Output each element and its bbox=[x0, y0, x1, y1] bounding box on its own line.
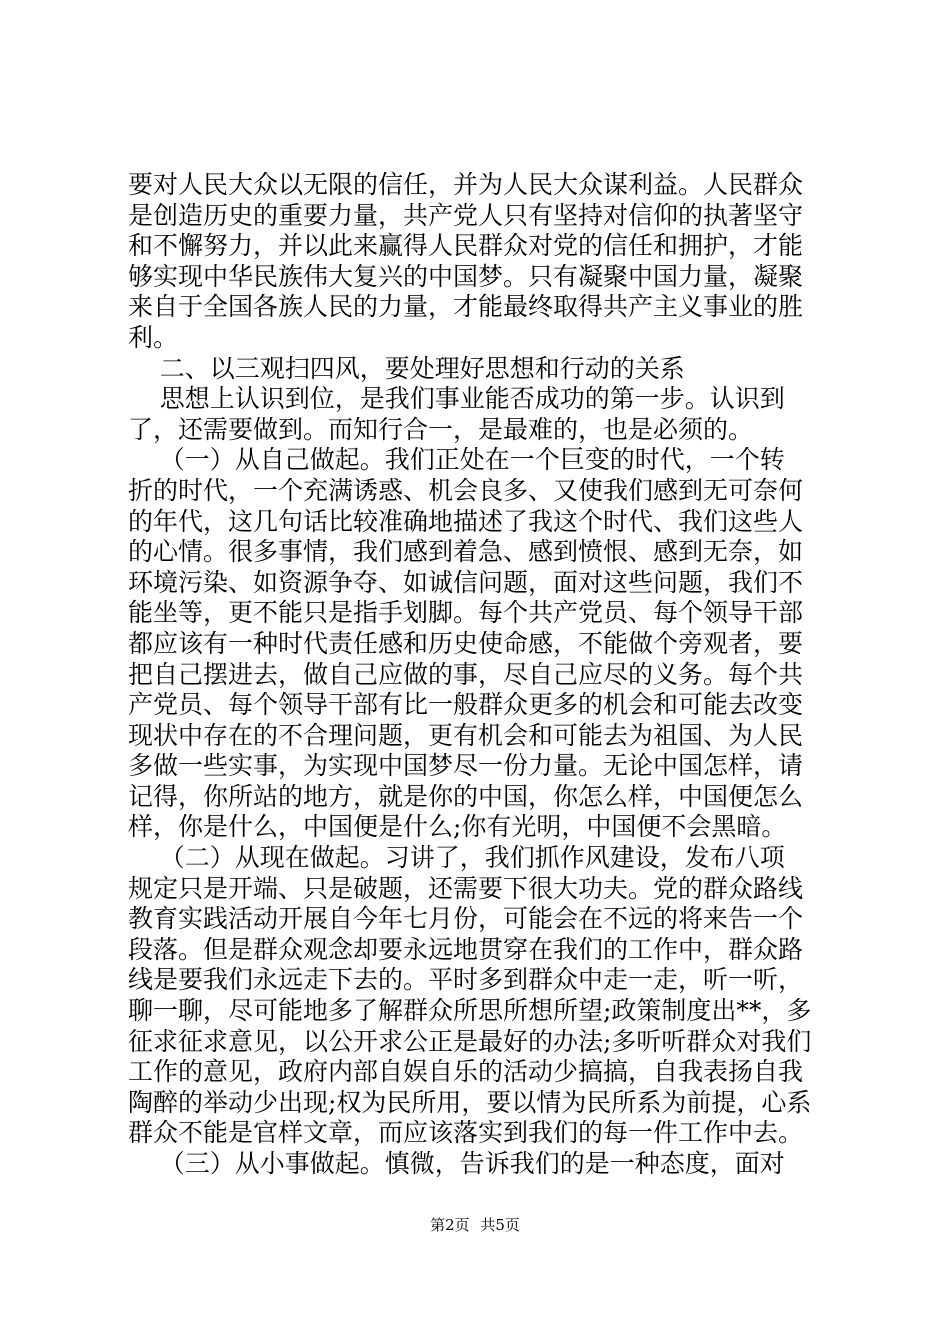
page-number: 第2页 bbox=[430, 1216, 470, 1234]
document-body bbox=[128, 170, 828, 1180]
text-line: 样，你是什么，中国便是什么;你有光明，中国便不会黑暗。 bbox=[128, 812, 787, 842]
text-line: （二）从现在做起。习讲了，我们抓作风建设，发布八项 bbox=[128, 843, 785, 873]
text-line: 产党员、每个领导干部有比一般群众更多的机会和可能去改变 bbox=[128, 690, 804, 720]
text-line: 思想上认识到位，是我们事业能否成功的第一步。认识到 bbox=[128, 384, 785, 414]
text-line: 陶醉的举动少出现;权为民所用，要以情为民所系为前提，心系 bbox=[128, 1087, 812, 1117]
text-line: 来自于全国各族人民的力量，才能最终取得共产主义事业的胜 bbox=[128, 292, 804, 322]
text-line: 群众不能是官样文章，而应该落实到我们的每一件工作中去。 bbox=[128, 1118, 804, 1148]
text-line: 线是要我们永远走下去的。平时多到群众中走一走，听一听， bbox=[128, 965, 804, 995]
text-line: 了，还需要做到。而知行合一，是最难的，也是必须的。 bbox=[128, 414, 754, 444]
page-footer bbox=[0, 1215, 950, 1235]
text-line: 都应该有一种时代责任感和历史使命感，不能做个旁观者，要 bbox=[128, 628, 804, 658]
page-total: 共5页 bbox=[480, 1216, 520, 1234]
text-line: （三）从小事做起。慎微，告诉我们的是一种态度，面对 bbox=[128, 1149, 785, 1178]
text-line: 聊一聊，尽可能地多了解群众所思所想所望;政策制度出**，多 bbox=[128, 996, 812, 1026]
text-line: 现状中存在的不合理问题，更有机会和可能去为祖国、为人民 bbox=[128, 720, 804, 750]
text-line: 环境污染、如资源争夺、如诚信问题，面对这些问题，我们不 bbox=[128, 567, 804, 597]
text-line: 的心情。很多事情，我们感到着急、感到愤恨、感到无奈，如 bbox=[128, 537, 804, 567]
text-line: 把自己摆进去，做自己应做的事，尽自己应尽的义务。每个共 bbox=[128, 659, 804, 689]
text-line: 是创造历史的重要力量，共产党人只有坚持对信仰的执著坚守 bbox=[128, 200, 804, 230]
text-line: 二、以三观扫四风，要处理好思想和行动的关系 bbox=[128, 353, 685, 383]
text-line: 工作的意见，政府内部自娱自乐的活动少搞搞，自我表扬自我 bbox=[128, 1057, 804, 1087]
text-line: 记得，你所站的地方，就是你的中国，你怎么样，中国便怎么 bbox=[128, 781, 804, 811]
text-line: 规定只是开端、只是破题，还需要下很大功夫。党的群众路线 bbox=[128, 873, 804, 903]
text-line: 能坐等，更不能只是指手划脚。每个共产党员、每个领导干部 bbox=[128, 598, 804, 628]
text-line: 征求征求意见，以公开求公正是最好的办法;多听听群众对我们 bbox=[128, 1026, 812, 1056]
text-line: 和不懈努力，并以此来赢得人民群众对党的信任和拥护，才能 bbox=[128, 231, 804, 261]
text-line: 够实现中华民族伟大复兴的中国梦。只有凝聚中国力量，凝聚 bbox=[128, 261, 804, 291]
text-line: 折的时代，一个充满诱惑、机会良多、又使我们感到无可奈何 bbox=[128, 475, 804, 505]
text-line: （一）从自己做起。我们正处在一个巨变的时代，一个转 bbox=[128, 445, 785, 475]
text-line: 多做一些实事，为实现中国梦尽一份力量。无论中国怎样，请 bbox=[128, 751, 804, 781]
text-line: 教育实践活动开展自今年七月份，可能会在不远的将来告一个 bbox=[128, 904, 804, 934]
text-line: 要对人民大众以无限的信任，并为人民大众谋利益。人民群众 bbox=[128, 170, 804, 199]
text-line: 利。 bbox=[128, 322, 179, 352]
text-line: 段落。但是群众观念却要永远地贯穿在我们的工作中，群众路 bbox=[128, 934, 804, 964]
text-line: 的年代，这几句话比较准确地描述了我这个时代、我们这些人 bbox=[128, 506, 804, 536]
